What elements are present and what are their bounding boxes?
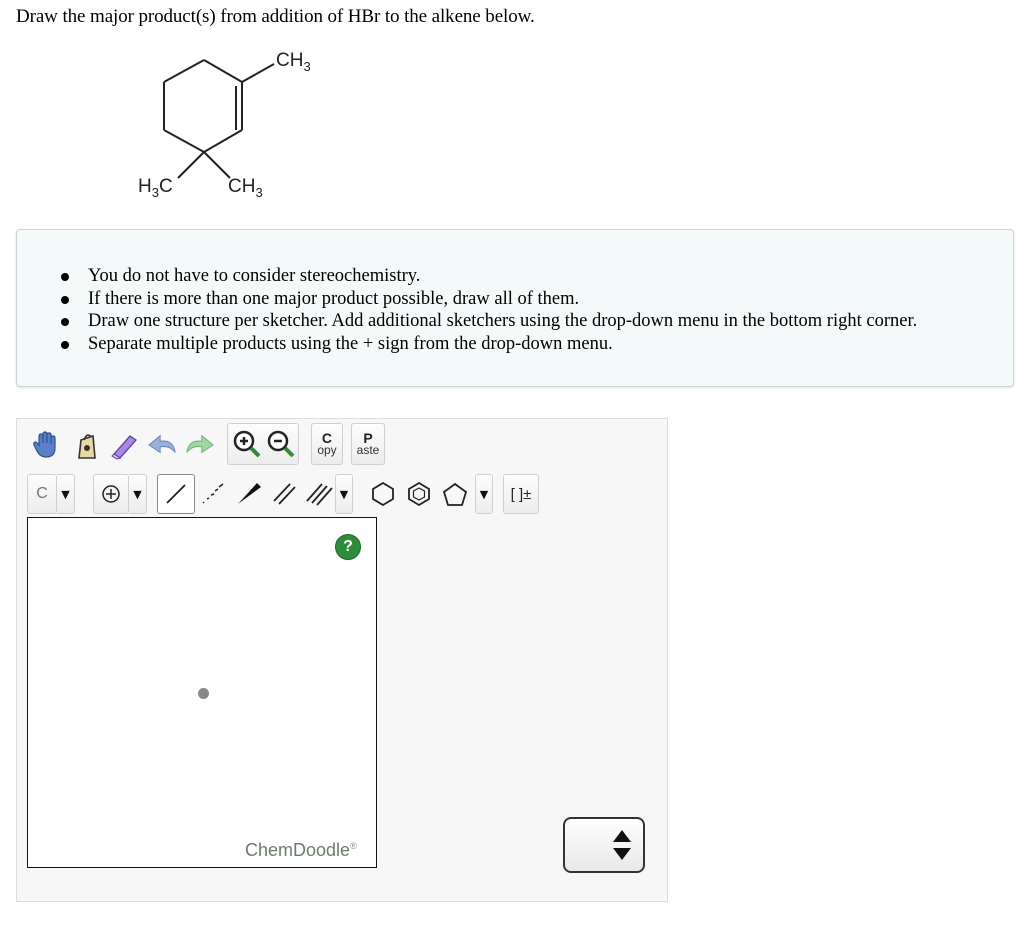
- double-bond-button[interactable]: [269, 474, 301, 514]
- lasso-icon: [75, 430, 99, 460]
- bullet-icon: [61, 273, 69, 281]
- instruction-item: [61, 265, 917, 288]
- copy-label-top: C: [321, 430, 333, 446]
- instruction-item: [61, 288, 917, 311]
- plus-circle-icon: [101, 484, 121, 504]
- zoom-out-icon: [266, 429, 296, 459]
- methyl-label-left: [138, 176, 173, 200]
- hand-icon: [32, 431, 58, 459]
- copy-label: [317, 432, 336, 456]
- element-dropdown[interactable]: [57, 474, 75, 514]
- triple-bond-icon: [305, 481, 333, 507]
- chevron-down-icon: ▼: [479, 487, 489, 501]
- zoom-out-button[interactable]: [266, 429, 296, 464]
- chemdoodle-sketcher: [16, 418, 668, 902]
- up-down-arrows-icon: [611, 827, 633, 863]
- element-carbon-button[interactable]: [27, 474, 57, 514]
- hashed-wedge-bond-button[interactable]: [197, 474, 229, 514]
- registered-mark: ®: [350, 841, 357, 851]
- cursor-marker: [198, 688, 209, 699]
- eraser-button[interactable]: [109, 425, 141, 465]
- bracket-charge-label: [ ]±: [510, 485, 532, 503]
- drawing-canvas[interactable]: [27, 517, 377, 868]
- instruction-item: [61, 310, 917, 333]
- instruction-text: You do not have to consider stereochemistry.: [88, 266, 421, 286]
- wedge-bond-icon: [235, 481, 263, 507]
- paste-label-bottom: aste: [356, 443, 380, 457]
- copy-button[interactable]: [311, 423, 343, 465]
- hexagon-icon: [369, 480, 397, 508]
- help-button[interactable]: [335, 534, 361, 560]
- methyl-label-left-text: $H_3C$: [138, 176, 173, 200]
- single-bond-button[interactable]: [157, 474, 195, 514]
- double-bond-icon: [271, 481, 299, 507]
- methyl-label-right-text: $CH_3$: [228, 176, 263, 200]
- benzene-icon: [405, 480, 433, 508]
- undo-button[interactable]: [147, 425, 179, 465]
- hashed-wedge-icon: [199, 481, 227, 507]
- benzene-button[interactable]: [403, 474, 435, 514]
- charge-dropdown[interactable]: [129, 474, 147, 514]
- element-label: C: [36, 485, 48, 502]
- instructions-panel: [16, 229, 1014, 387]
- zoom-button-group: [227, 423, 299, 465]
- bullet-icon: [61, 318, 69, 326]
- lasso-button[interactable]: [71, 425, 103, 465]
- chevron-down-icon: ▼: [133, 487, 142, 501]
- question-text: Draw the major product(s) from addition of HBr to the alkene below.: [16, 6, 535, 27]
- zoom-in-icon: [232, 429, 262, 459]
- triple-bond-button[interactable]: [303, 474, 335, 514]
- redo-icon: [183, 431, 215, 459]
- instruction-text: Separate multiple products using the + sign from the drop-down menu.: [88, 333, 613, 354]
- chemdoodle-logo: [245, 840, 357, 861]
- cyclopentane-button[interactable]: [439, 474, 471, 514]
- charge-plus-button[interactable]: [93, 474, 129, 514]
- paste-label-top: P: [363, 430, 373, 446]
- zoom-in-button[interactable]: [232, 429, 262, 464]
- paste-button[interactable]: [351, 423, 385, 465]
- wedge-bond-button[interactable]: [233, 474, 265, 514]
- instruction-text: If there is more than one major product possible, draw all of them.: [88, 288, 580, 309]
- bullet-icon: [61, 341, 69, 349]
- cyclohexane-button[interactable]: [367, 474, 399, 514]
- chevron-down-icon: ▼: [61, 487, 70, 501]
- help-label: ?: [343, 538, 353, 555]
- bracket-charge-button[interactable]: [503, 474, 539, 514]
- single-bond-icon: [163, 481, 189, 507]
- methyl-label-right: [228, 176, 263, 200]
- alkene-structure: [120, 40, 340, 210]
- redo-button[interactable]: [183, 425, 215, 465]
- chevron-down-icon: ▼: [339, 487, 349, 501]
- bond-dropdown[interactable]: [335, 474, 353, 514]
- pentagon-icon: [441, 480, 469, 508]
- methyl-label-top-text: $CH_3$: [276, 50, 311, 74]
- add-sketcher-dropdown[interactable]: [563, 817, 645, 873]
- instructions-list: [61, 265, 917, 355]
- pan-hand-button[interactable]: [29, 425, 61, 465]
- paste-label: [357, 432, 380, 456]
- instruction-item: [61, 333, 917, 356]
- ring-dropdown[interactable]: [475, 474, 493, 514]
- bullet-icon: [61, 296, 69, 304]
- eraser-icon: [110, 430, 140, 460]
- undo-icon: [147, 431, 179, 459]
- methyl-label-top: [276, 50, 311, 74]
- brand-text: ChemDoodle: [245, 840, 351, 860]
- instruction-text: Draw one structure per sketcher. Add additional sketchers using the drop-down menu in the bottom right corner.: [88, 311, 918, 331]
- copy-label-bottom: opy: [317, 443, 337, 457]
